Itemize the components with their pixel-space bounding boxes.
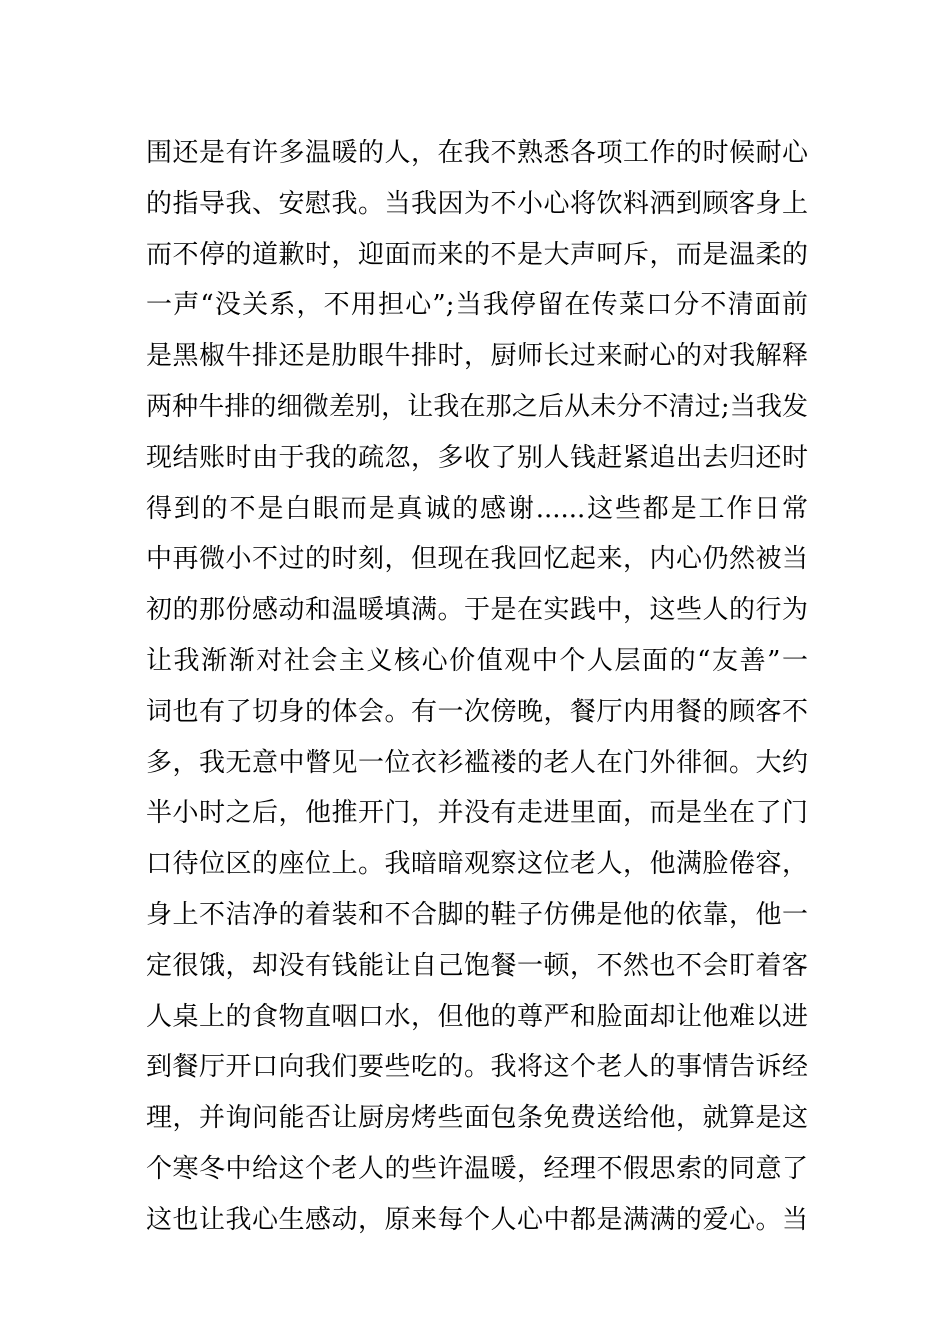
- text-line-5: 是黑椒牛排还是肋眼牛排时，厨师长过来耐心的对我解释: [146, 341, 808, 372]
- text-line-6: 两种牛排的细微差别，让我在那之后从未分不清过;当我发: [146, 391, 808, 422]
- text-line-2: 的指导我、安慰我。当我因为不小心将饮料洒到顾客身上: [146, 188, 808, 219]
- text-line-21: 个寒冬中给这个老人的些许温暖，经理不假思索的同意了: [146, 1153, 808, 1184]
- text-line-15: 口待位区的座位上。我暗暗观察这位老人，他满脸倦容，: [146, 849, 808, 880]
- text-line-7: 现结账时由于我的疏忽，多收了别人钱赶紧追出去归还时: [146, 442, 808, 473]
- text-line-9: 中再微小不过的时刻，但现在我回忆起来，内心仍然被当: [146, 544, 808, 575]
- text-line-11: 让我渐渐对社会主义核心价值观中个人层面的“友善”一: [146, 645, 808, 676]
- text-line-4: 一声“没关系，不用担心”;当我停留在传菜口分不清面前: [146, 290, 808, 321]
- text-line-19: 到餐厅开口向我们要些吃的。我将这个老人的事情告诉经: [146, 1052, 808, 1083]
- text-line-12: 词也有了切身的体会。有一次傍晚，餐厅内用餐的顾客不: [146, 696, 808, 727]
- text-line-14: 半小时之后，他推开门，并没有走进里面，而是坐在了门: [146, 798, 808, 829]
- text-line-17: 定很饿，却没有钱能让自己饱餐一顿，不然也不会盯着客: [146, 950, 808, 981]
- text-line-1: 围还是有许多温暖的人，在我不熟悉各项工作的时候耐心: [146, 138, 808, 168]
- body-paragraph: [146, 128, 808, 1246]
- text-line-10: 初的那份感动和温暖填满。于是在实践中，这些人的行为: [146, 595, 808, 626]
- text-line-3: 而不停的道歉时，迎面而来的不是大声呵斥，而是温柔的: [146, 239, 808, 270]
- text-line-8: 得到的不是白眼而是真诚的感谢......这些都是工作日常: [146, 493, 808, 524]
- text-line-13: 多，我无意中瞥见一位衣衫褴褛的老人在门外徘徊。大约: [146, 747, 808, 778]
- text-line-22: 这也让我心生感动，原来每个人心中都是满满的爱心。当: [146, 1204, 808, 1235]
- text-line-18: 人桌上的食物直咽口水，但他的尊严和脸面却让他难以进: [146, 1001, 808, 1032]
- text-line-20: 理，并询问能否让厨房烤些面包条免费送给他，就算是这: [146, 1103, 808, 1134]
- text-line-16: 身上不洁净的着装和不合脚的鞋子仿佛是他的依靠，他一: [146, 899, 808, 930]
